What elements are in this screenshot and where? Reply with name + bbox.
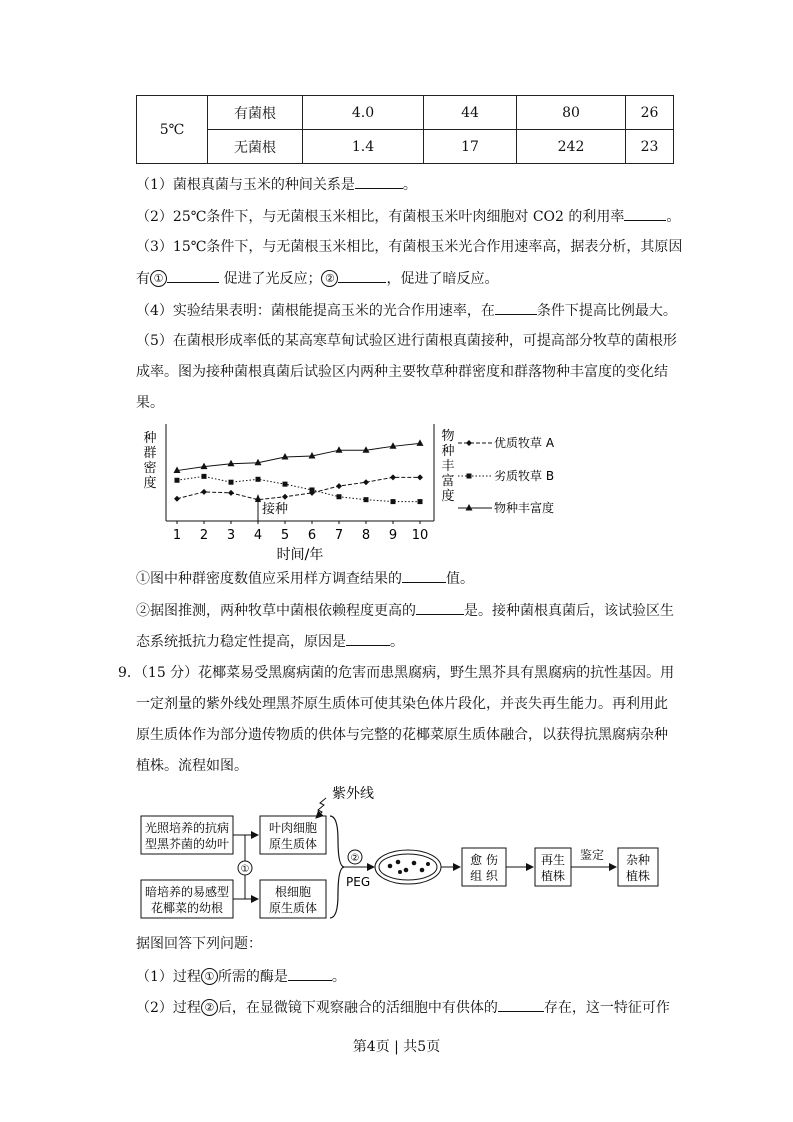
sub-question-2-line-1: [136, 600, 674, 621]
answer-blank: [416, 600, 464, 615]
legend-label: 优质牧草 A: [494, 436, 555, 450]
hybrid-box-text: 植株: [625, 869, 651, 883]
data-point: [336, 446, 343, 453]
callus-box-text: 组 织: [470, 869, 498, 883]
root-cell-box-text: 根细胞: [274, 885, 312, 899]
table-cell: 80: [517, 96, 626, 130]
data-point: [283, 482, 288, 487]
question-text: 后，在显微镜下观察融合的活细胞中有供体的: [217, 1000, 498, 1016]
table-cell: 44: [424, 96, 517, 130]
question-2: [136, 206, 680, 227]
data-point: [201, 489, 207, 495]
x-tick-label: 6: [307, 528, 317, 543]
data-point: [391, 499, 396, 504]
data-point: [363, 479, 369, 485]
question-text: 促进了光反应；: [223, 271, 322, 287]
answer-blank: [495, 300, 537, 315]
root-cell-box-text: 原生质体: [268, 901, 318, 915]
table-cell-temp: 5℃: [137, 96, 208, 164]
data-table: [136, 95, 674, 164]
table-cell: 1.4: [303, 130, 424, 164]
question-text: 有: [136, 271, 150, 287]
petri-dish: [375, 850, 441, 884]
question-9-line-3: 原生质体作为部分遗传物质的供体与完整的花椰菜原生质体融合，以获得抗黑腐病杂种: [136, 727, 668, 743]
question-text: 。: [390, 634, 404, 650]
question-3-line-1: （3）15℃条件下，与无菌根玉米相比，有菌根玉米光合作用速率高，据表分析，其原因: [136, 239, 683, 255]
identify-label: 鉴定: [579, 848, 605, 862]
regen-box-text: 再生: [540, 853, 566, 867]
table-row: [137, 130, 674, 164]
population-chart: [136, 416, 566, 564]
uv-wavy-arrow: [316, 798, 326, 818]
x-tick-label: 1: [172, 528, 182, 543]
chart-legend: [458, 435, 555, 515]
table-cell: 无菌根: [208, 130, 303, 164]
sub-question-1: [136, 568, 474, 589]
question-9-line-1: 9．（15 分）花椰菜易受黑腐病菌的危害而患黑腐病，野生黑芥具有黑腐病的抗性基因。用: [118, 665, 675, 681]
fused-cells: [388, 860, 430, 874]
step-1-label: ①: [240, 864, 250, 875]
answer-blank: [167, 268, 219, 283]
q9-part-2: [136, 997, 670, 1018]
petri-dish-inner: [379, 854, 437, 880]
data-point: [310, 487, 315, 492]
question-text: 所需的酶是: [217, 969, 288, 985]
question-text: 态系统抵抗力稳定性提高，原因是: [136, 634, 346, 650]
data-point: [467, 474, 472, 479]
legend-label: 物种丰富度: [494, 501, 555, 515]
question-text: ①图中种群密度数值应采用样方调查结果的: [136, 571, 402, 587]
y-axis-label: 种群密度: [143, 431, 157, 491]
data-point: [466, 440, 472, 446]
answer-blank: [346, 631, 390, 646]
question-9-line-4: 植株。流程如图。: [136, 758, 248, 774]
data-point: [228, 460, 235, 467]
question-text: （1）过程: [136, 969, 201, 985]
question-4: [136, 300, 677, 321]
question-text: 存在，这一特征可作: [543, 1000, 670, 1016]
data-point: [282, 494, 288, 500]
data-point: [390, 474, 396, 480]
table-cell: 4.0: [303, 96, 424, 130]
table-cell: 17: [424, 130, 517, 164]
answer-blank: [498, 997, 544, 1012]
answer-intro: 据图回答下列问题：: [136, 936, 262, 952]
table-cell: 有菌根: [208, 96, 303, 130]
circled-number: ②: [321, 270, 338, 287]
data-point: [174, 496, 180, 502]
data-point: [364, 497, 369, 502]
chart-ylabel-right: [441, 428, 454, 504]
answer-blank: [355, 174, 403, 189]
callus-box-text: 愈 伤: [470, 853, 498, 867]
data-point: [337, 494, 342, 499]
mesophyll-box-text: 叶肉细胞: [268, 821, 318, 835]
y-axis-label-right: 物种丰富度: [441, 429, 455, 504]
merge-brace: [330, 816, 344, 918]
x-tick-label: 4: [253, 528, 263, 543]
x-tick-label: 2: [199, 528, 209, 543]
question-text: 。: [666, 209, 681, 225]
data-point: [202, 474, 207, 479]
annotation-label: 接种: [262, 502, 289, 517]
page-footer: 第4页 | 共5页: [352, 1039, 441, 1055]
q9-part-1: [136, 966, 346, 987]
x-tick-label: 5: [280, 528, 290, 543]
question-text: （2）过程: [136, 1000, 201, 1016]
annotation-arrowhead: [255, 494, 261, 502]
x-tick-label: 3: [226, 528, 236, 543]
answer-blank: [288, 966, 332, 981]
table-cell: 23: [626, 130, 674, 164]
circled-number: ②: [201, 999, 218, 1016]
x-tick-label: 7: [334, 528, 344, 543]
question-text: （2）25℃条件下，与无菌根玉米相比，有菌根玉米叶肉细胞对 CO2 的利用率: [136, 209, 625, 225]
question-9-line-2: 一定剂量的紫外线处理黑芥原生质体可使其染色体片段化，并丧失再生能力。再利用此: [136, 696, 668, 712]
question-text: 。: [331, 969, 346, 985]
data-point: [256, 477, 261, 482]
question-5-line-1: （5）在菌根形成率低的某高寒草甸试验区进行菌根真菌接种，可提高部分牧草的菌根形: [136, 333, 677, 349]
root-box-text: 花椰菜的幼根: [150, 901, 224, 915]
step-2-label: ②: [350, 853, 360, 864]
question-5-line-2: 成率。图为接种菌根真菌后试验区内两种主要牧草种群密度和群落物种丰富度的变化结: [136, 364, 668, 380]
x-tick-label: 10: [411, 528, 429, 543]
question-text: 条件下提高比例最大。: [536, 303, 677, 319]
question-text: （1）菌根真菌与玉米的种间关系是: [136, 177, 355, 193]
table-cell: 26: [626, 96, 674, 130]
uv-label: 紫外线: [332, 786, 374, 802]
data-point: [417, 474, 423, 480]
x-tick-label: 8: [361, 528, 371, 543]
legend-label: 劣质牧草 B: [494, 469, 555, 483]
table-cell: 242: [517, 130, 626, 164]
chart-ylabel-left: [143, 431, 156, 491]
leaf-box-text: 光照培养的抗病: [144, 821, 230, 835]
question-text: 是。接种菌根真菌后，该试验区生: [464, 603, 674, 619]
mesophyll-box-text: 原生质体: [268, 837, 318, 851]
data-point: [336, 483, 342, 489]
data-point: [175, 478, 180, 483]
circled-number: ①: [150, 270, 167, 287]
series-line: [177, 443, 420, 470]
data-point: [228, 490, 234, 496]
question-1: [136, 174, 417, 195]
x-tick-label: 9: [388, 528, 398, 543]
x-axis-label: 时间/年: [276, 547, 324, 563]
data-point: [466, 504, 473, 511]
leaf-box-text: 型黑芥菌的幼叶: [144, 837, 230, 851]
question-text: 值。: [446, 571, 474, 587]
series-line: [177, 476, 420, 501]
root-box-text: 暗培养的易感型: [144, 885, 230, 899]
question-text: ，促进了暗反应。: [386, 271, 499, 287]
regen-box-text: 植株: [540, 869, 566, 883]
flow-diagram: [136, 780, 676, 930]
data-point: [417, 439, 424, 446]
answer-blank: [624, 206, 666, 221]
question-text: 。: [402, 177, 417, 193]
question-text: ②据图推测，两种牧草中菌根依赖程度更高的: [136, 603, 416, 619]
circled-number: ①: [201, 968, 218, 985]
question-3-line-2: [136, 268, 498, 289]
peg-label: PEG: [346, 875, 371, 889]
hybrid-box-text: 杂种: [625, 853, 651, 867]
question-5-line-3: 果。: [136, 395, 164, 411]
sub-question-2-line-2: [136, 631, 404, 652]
data-point: [418, 499, 423, 504]
answer-blank: [338, 268, 386, 283]
answer-blank: [402, 568, 446, 583]
data-point: [229, 480, 234, 485]
series-line: [177, 477, 420, 499]
question-text: （4）实验结果表明：菌根能提高玉米的光合作用速率，在: [136, 303, 495, 319]
data-point: [282, 453, 289, 460]
table-row: [137, 96, 674, 130]
